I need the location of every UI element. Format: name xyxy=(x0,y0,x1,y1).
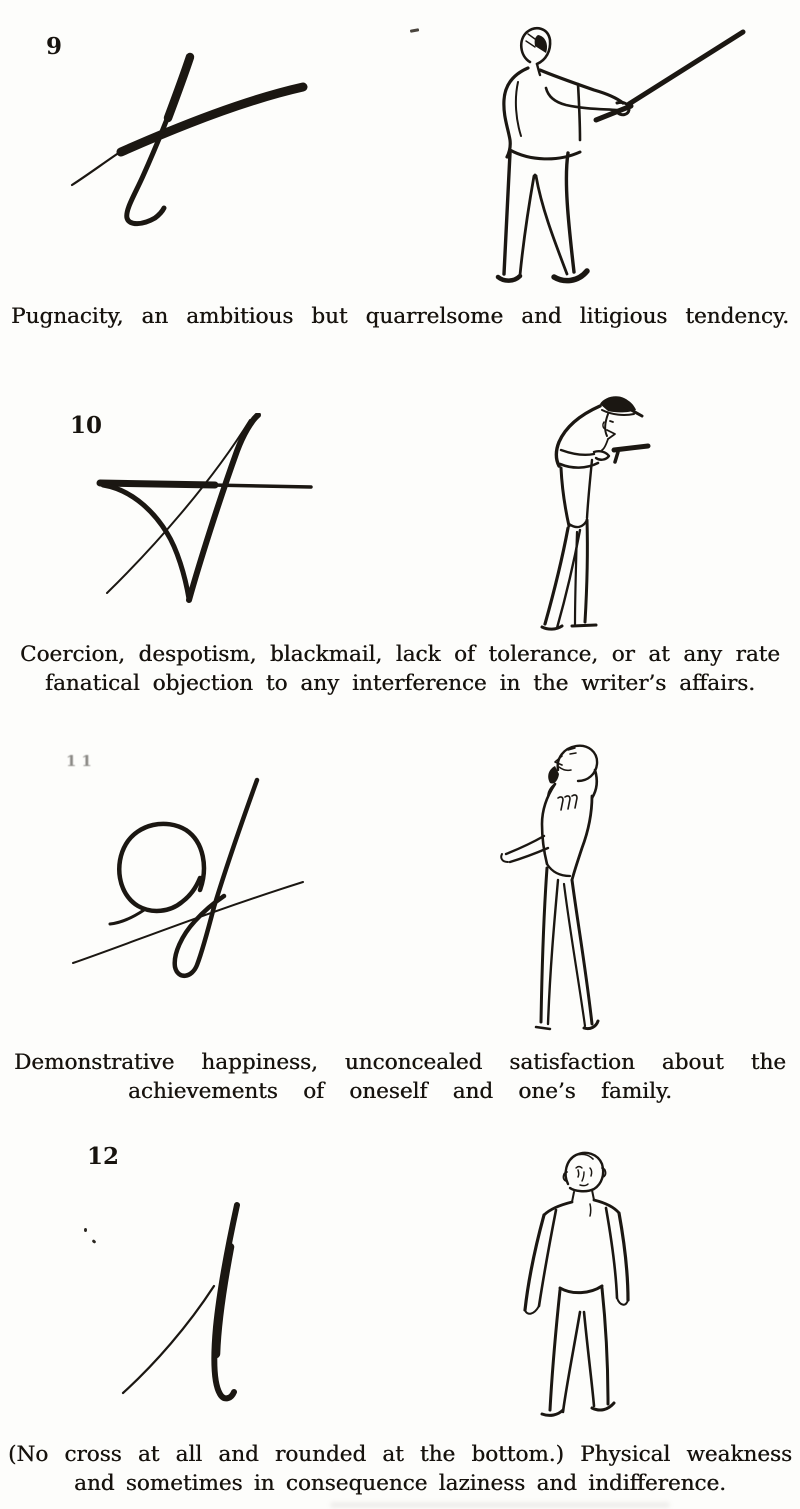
handwriting-sample-12 xyxy=(110,1192,245,1407)
stray-dash-mark xyxy=(410,28,419,32)
caption-9 xyxy=(11,302,789,331)
handwriting-sample-9 xyxy=(65,48,310,233)
handwriting-sample-10 xyxy=(93,413,318,608)
sample-number-12: 12 xyxy=(87,1143,120,1170)
caption-12 xyxy=(8,1440,792,1498)
caption-line: (No cross at all and rounded at the bottom.) Physical weakness xyxy=(8,1442,792,1467)
ink-speck xyxy=(84,1228,87,1232)
figure-proud-man-leaning-back xyxy=(498,740,613,1038)
scan-smudge xyxy=(330,1502,670,1508)
figure-weak-man-standing xyxy=(518,1148,633,1428)
sample-number-9: 9 xyxy=(46,33,63,60)
caption-line: achievements of oneself and one’s family. xyxy=(128,1079,672,1104)
caption-line: Demonstrative happiness, unconcealed satisfaction about the xyxy=(14,1050,786,1075)
caption-11 xyxy=(14,1048,786,1106)
caption-line: and sometimes in consequence laziness and indifference. xyxy=(74,1471,726,1496)
caption-line: Coercion, despotism, blackmail, lack of tolerance, or at any rate xyxy=(20,642,780,667)
handwriting-sample-11 xyxy=(68,772,308,984)
ink-speck xyxy=(92,1239,97,1244)
figure-man-thrusting-sword xyxy=(490,20,750,295)
sample-number-10: 10 xyxy=(70,412,103,439)
sample-number-11: 11 xyxy=(66,752,97,770)
figure-man-pointing-pistol xyxy=(530,392,660,637)
caption-line: fanatical objection to any interference in the writer’s affairs. xyxy=(45,671,755,696)
caption-line: Pugnacity, an ambitious but quarrelsome and litigious tendency. xyxy=(11,304,789,329)
caption-10 xyxy=(20,640,780,698)
